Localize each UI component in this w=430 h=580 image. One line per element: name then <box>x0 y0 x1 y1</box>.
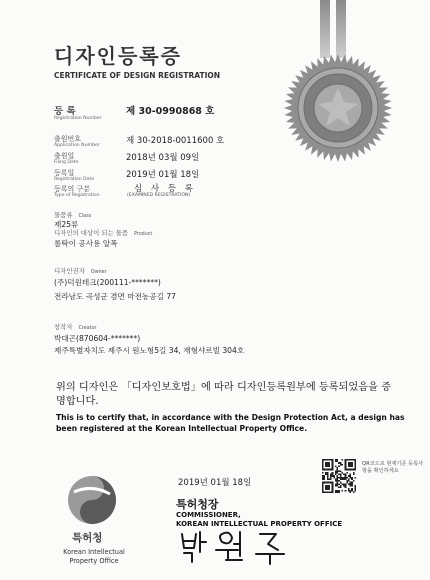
creator-label <box>54 322 96 331</box>
commissioner-title: 특허청장 <box>176 498 219 511</box>
product-label <box>54 228 152 237</box>
registration-type-value: 심 사 등 록 <box>134 184 196 194</box>
registration-date-label: 등록일 <box>54 169 75 177</box>
registration-number-value: 제 30-0990868 호 <box>126 106 215 117</box>
application-number-value: 제 30-2018-0011600 호 <box>126 136 225 146</box>
owner-name: (주)덕원테크(200111-*******) <box>54 278 161 287</box>
owner-label-ko: 디자인권자 <box>54 267 85 275</box>
commissioner-signature-icon <box>170 526 310 566</box>
filing-date-value: 2018년 03월 09일 <box>126 153 200 163</box>
declaration-english: This is to certify that, in accordance with the Design Protection Act, a design has been registered at the Korean Intellectual Property Office. <box>56 413 405 433</box>
kipo-emblem-icon <box>66 474 118 526</box>
product-label-ko: 디자인의 대상이 되는 물품 <box>54 229 129 237</box>
owner-label <box>54 266 107 275</box>
owner-label-en: Owner <box>90 270 107 275</box>
commissioner-title-en-line1: COMMISSIONER, <box>176 511 241 519</box>
certificate-title-en: CERTIFICATE OF DESIGN REGISTRATION <box>54 71 221 80</box>
registration-number-label: 등 록 <box>54 106 76 117</box>
owner-address: 전라남도 곡성군 겸면 마전농공길 77 <box>54 292 177 301</box>
registration-type-label-en: Type of Registration <box>54 193 100 198</box>
qr-code-icon[interactable] <box>322 459 356 493</box>
office-name-korean: 특허청 <box>72 532 103 544</box>
class-label <box>54 210 91 219</box>
registration-type-value-en: (EXAMINED REGISTRATION) <box>127 193 191 198</box>
class-label-en: Class <box>78 214 92 219</box>
creator-address: 제주특별자치도 제주시 원노형5길 34, 재형샤르빌 304호 <box>54 346 245 355</box>
seal-ribbon-right <box>336 0 346 58</box>
commissioner-title-en-line2: KOREAN INTELLECTUAL PROPERTY OFFICE <box>176 520 343 528</box>
class-label-ko: 물품류 <box>54 211 73 219</box>
seal-ribbon-left <box>320 0 330 58</box>
declaration-korean: 위의 디자인은 「디자인보호법」에 따라 디자인등록원부에 등록되었음을 증명합니다. <box>56 382 392 407</box>
application-number-label-en: Application Number <box>54 143 100 148</box>
registration-date-value: 2019년 01월 18일 <box>126 170 200 180</box>
certificate-title: 디자인등록증 <box>54 44 182 68</box>
creator-label-en: Creator <box>78 326 97 331</box>
product-label-en: Product <box>134 232 153 237</box>
registration-type-label: 등록의 구분 <box>54 185 91 193</box>
registration-number-label-en: Registration Number <box>54 116 102 121</box>
class-value: 제25류 <box>54 220 79 229</box>
creator-label-ko: 창작자 <box>54 323 73 331</box>
filing-date-label: 출원일 <box>54 152 75 160</box>
filing-date-label-en: Filing Date <box>54 160 79 165</box>
product-value: 롤탁이 공사용 알폭 <box>54 239 118 248</box>
creator-name: 박대곤(870604-*******) <box>54 334 141 343</box>
application-number-label: 출원번호 <box>54 135 82 143</box>
issue-date: 2019년 01월 18일 <box>178 478 252 488</box>
office-name-english: Korean Intellectual Property Office <box>63 548 125 565</box>
embossed-seal-icon <box>282 52 394 164</box>
registration-date-label-en: Registration Date <box>54 177 95 182</box>
qr-code-note: QR코드로 현재기준 등록사항을 확인하세요 <box>362 461 424 474</box>
